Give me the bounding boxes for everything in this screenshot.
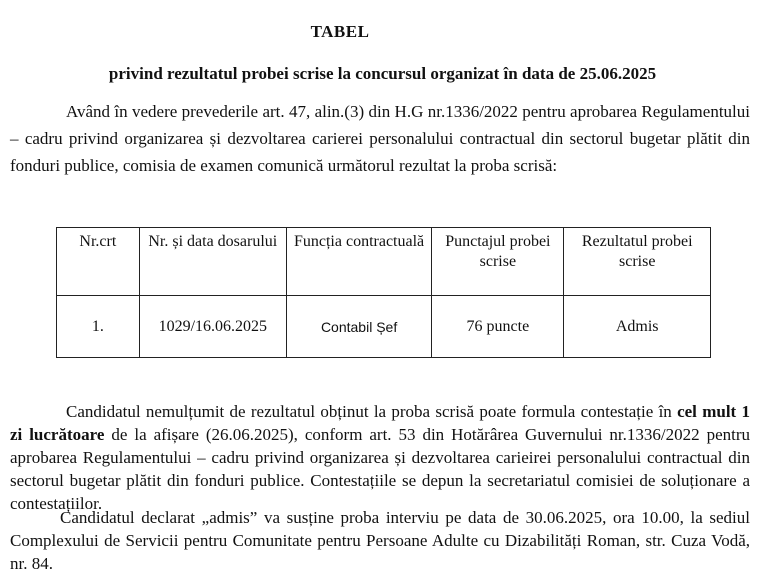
table-row	[57, 296, 711, 358]
cell-functia: Contabil Șef	[286, 296, 431, 358]
table-header-row	[57, 228, 711, 296]
contestation-notice	[10, 400, 750, 515]
cell-nr-crt: 1.	[57, 296, 140, 358]
results-table	[56, 227, 711, 358]
header-dosar: Nr. și data dosarului	[139, 228, 286, 296]
header-nr-crt: Nr.crt	[57, 228, 140, 296]
cell-dosar: 1029/16.06.2025	[139, 296, 286, 358]
header-functia: Funcția contractuală	[286, 228, 431, 296]
cell-punctaj: 76 puncte	[432, 296, 564, 358]
interview-notice: Candidatul declarat „admis” va susține proba interviu pe data de 30.06.2025, ora 10.00, la sediul Complexului de Servicii pentru Comunitate pentru Persoane Adulte cu Dizabilități Roman, str. Cuza Vodă, nr. 84.	[10, 508, 750, 573]
notice-text-end: de la afișare (26.06.2025), conform art. 53 din Hotărârea Guvernului nr.1336/2022 pentru aprobarea Regulamentului – cadru privind organizarea și dezvoltarea carieirei personalului contractual din sectorul bugetar plătit din fonduri publice. Contestațiile se depun la secretariatul comisiei de soluționare a contestațiilor.	[10, 425, 750, 513]
document-title: TABEL	[310, 22, 370, 41]
document-subtitle: privind rezultatul probei scrise la concursul organizat în data de 25.06.2025	[108, 64, 657, 83]
notice-deadline: cel mult 1 zi lucrătoare	[10, 402, 750, 444]
header-punctaj: Punctajul probei scrise	[432, 228, 564, 296]
cell-rezultat: Admis	[564, 296, 711, 358]
header-rezultat: Rezultatul probei scrise	[564, 228, 711, 296]
notice-text-start: Candidatul nemulțumit de rezultatul obținut la proba scrisă poate formula contestație în	[66, 402, 678, 421]
intro-paragraph: Având în vedere prevederile art. 47, alin.(3) din H.G nr.1336/2022 pentru aprobarea Regulamentului – cadru privind organizarea și dezvoltarea carierei personalului contractual din sectorul bugetar plătit din fonduri publice, comisia de examen comunică următorul rezultat la proba scrisă:	[10, 102, 750, 175]
